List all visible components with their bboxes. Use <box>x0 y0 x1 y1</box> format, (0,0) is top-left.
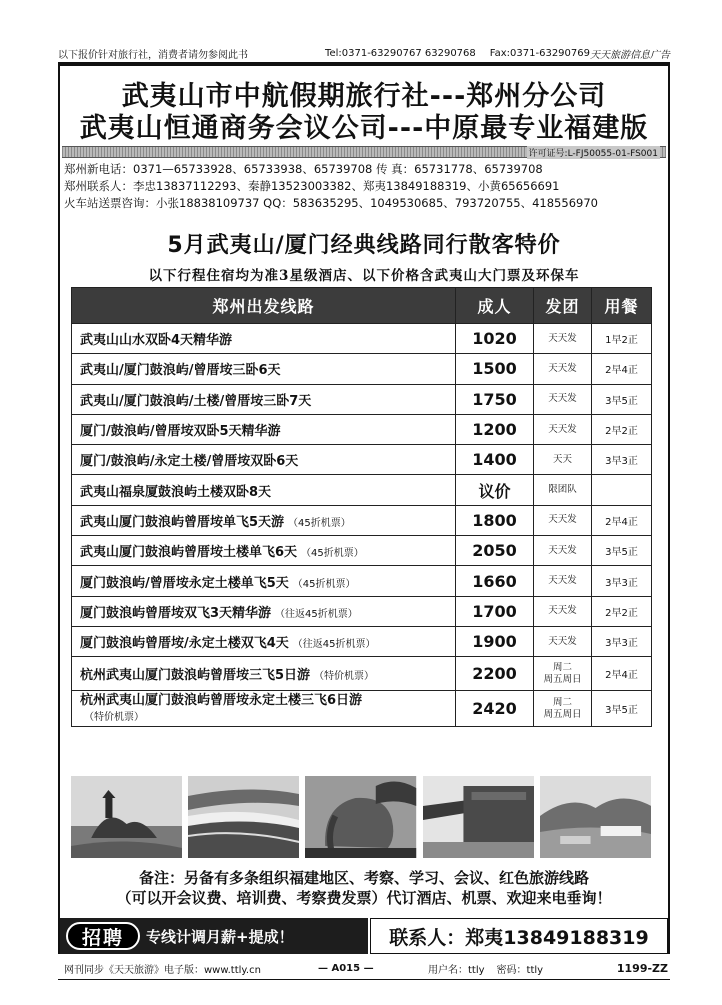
departure-schedule <box>534 657 592 691</box>
table-row <box>72 505 652 535</box>
recruit-banner <box>60 918 368 954</box>
meals: 2早4正 <box>592 505 652 535</box>
table-row <box>72 596 652 626</box>
route-name: 杭州武夷山厦门鼓浪屿曾厝垵三飞5日游 <box>80 668 311 684</box>
contact-block <box>64 161 668 212</box>
departure-line: 周二 <box>552 696 572 708</box>
recruit-text: 专线计调月薪+提成！ <box>146 927 294 946</box>
table-header-row <box>72 288 652 324</box>
route-name-cell <box>72 475 456 505</box>
table-row <box>72 414 652 444</box>
route-name: 武夷山山水双卧4天精华游 <box>80 333 233 349</box>
route-name: 厦门鼓浪屿/曾厝垵永定土楼单飞5天 <box>80 575 289 591</box>
route-price-table <box>71 287 652 727</box>
table-row <box>72 626 652 656</box>
meals <box>592 475 652 505</box>
adult-price: 1700 <box>456 596 534 626</box>
route-name-cell <box>72 505 456 535</box>
photo-elephant-rock <box>305 776 416 858</box>
route-name-cell <box>72 445 456 475</box>
footer-page-number: — A015 — <box>318 962 374 974</box>
route-name-cell <box>72 536 456 566</box>
photo-rock-pagoda <box>71 776 182 858</box>
adult-price: 1750 <box>456 384 534 414</box>
departure-schedule: 天天发 <box>534 324 592 354</box>
departure-schedule: 天天发 <box>534 384 592 414</box>
departure-line: 周五周日 <box>543 673 582 685</box>
header-telephone: Tel:0371-63290767 63290768 <box>325 47 476 59</box>
route-name-cell <box>72 657 456 691</box>
meals: 2早2正 <box>592 596 652 626</box>
footer-website: 网刊同步《天天旅游》电子版：www.ttly.cn <box>64 964 261 976</box>
adult-price: 1400 <box>456 445 534 475</box>
departure-schedule: 天天 <box>534 445 592 475</box>
remark-line-1: 备注：另备有多条组织福建地区、考察、学习、会议、红色旅游线路 <box>138 869 589 887</box>
meals: 2早2正 <box>592 414 652 444</box>
license-bar <box>62 146 666 158</box>
table-row <box>72 691 652 727</box>
route-name-cell <box>72 414 456 444</box>
adult-price: 1900 <box>456 626 534 656</box>
contact-person-box: 联系人：郑夷13849188319 <box>370 918 668 954</box>
table-row <box>72 324 652 354</box>
departure-schedule: 天天发 <box>534 566 592 596</box>
table-row <box>72 566 652 596</box>
departure-schedule <box>534 691 592 727</box>
meals: 3早5正 <box>592 536 652 566</box>
route-name: 杭州武夷山厦门鼓浪屿曾厝垵永定土楼三飞6日游 <box>80 693 363 709</box>
header-route: 郑州出发线路 <box>72 288 456 324</box>
meals: 3早5正 <box>592 691 652 727</box>
departure-schedule: 天天发 <box>534 596 592 626</box>
route-name: 武夷山/厦门鼓浪屿/曾厝垵三卧6天 <box>80 363 281 379</box>
departure-schedule: 天天发 <box>534 536 592 566</box>
agency-notice: 以下报价针对旅行社，消费者请勿参阅此书 <box>58 49 248 61</box>
route-name-cell <box>72 596 456 626</box>
header-meals: 用餐 <box>592 288 652 324</box>
meals: 3早3正 <box>592 626 652 656</box>
table-row <box>72 475 652 505</box>
route-name-cell <box>72 626 456 656</box>
contact-phone-line: 郑州新电话：0371—65733928、65733938、65739708 传 真：65731778、65739708 <box>64 162 543 176</box>
photo-strip <box>71 776 651 858</box>
adult-price: 1020 <box>456 324 534 354</box>
route-note: （特价机票） <box>314 671 375 683</box>
route-name: 武夷山福泉厦鼓浪屿土楼双卧8天 <box>80 484 272 500</box>
adult-price: 1660 <box>456 566 534 596</box>
route-name: 厦门鼓浪屿曾厝垵双飞3天精华游 <box>80 605 272 621</box>
adult-price: 议价 <box>456 475 534 505</box>
meals: 2早4正 <box>592 354 652 384</box>
adult-price: 1500 <box>456 354 534 384</box>
meals: 1早2正 <box>592 324 652 354</box>
departure-line: 周五周日 <box>543 708 582 720</box>
route-name: 厦门/鼓浪屿/永定土楼/曾厝垵双卧6天 <box>80 454 299 470</box>
route-note: （45折机票） <box>288 517 351 529</box>
route-note: （45折机票） <box>292 578 356 590</box>
footer-code: 1199-ZZ <box>616 961 668 975</box>
route-name: 厦门/鼓浪屿/曾厝垵双卧5天精华游 <box>80 424 281 440</box>
remark-block <box>60 868 668 908</box>
promo-headline: 5月武夷山/厦门经典线路同行散客特价 <box>167 233 561 258</box>
company-title-1: 武夷山市中航假期旅行社---郑州分公司 <box>121 81 607 112</box>
meals: 3早5正 <box>592 384 652 414</box>
footer-bar <box>58 958 670 978</box>
adult-price: 2050 <box>456 536 534 566</box>
license-number: 许可证号:L-FJ50055-01-FS001 <box>527 146 660 159</box>
contact-ticket-line: 火车站送票咨询：小张18838109737 QQ：583635295、1049530685、793720755、418556970 <box>64 196 598 210</box>
departure-schedule: 天天发 <box>534 414 592 444</box>
departure-schedule: 天天发 <box>534 354 592 384</box>
departure-line: 周二 <box>552 661 572 673</box>
route-name: 厦门鼓浪屿曾厝垵/永定土楼双飞4天 <box>80 636 289 652</box>
company-title-2: 武夷山恒通商务会议公司---中原最专业福建版 <box>79 113 649 144</box>
route-name: 武夷山厦门鼓浪屿曾厝垵土楼单飞6天 <box>80 545 298 561</box>
table-row <box>72 445 652 475</box>
departure-schedule: 天天发 <box>534 505 592 535</box>
photo-mountain-town <box>540 776 651 858</box>
route-name-cell <box>72 691 456 727</box>
route-note: （45折机票） <box>301 548 364 560</box>
adult-price: 1800 <box>456 505 534 535</box>
route-note: （往返45折机票） <box>275 608 358 620</box>
publication-brand: 天天旅游信息广告 <box>590 49 670 61</box>
header-adult-price: 成人 <box>456 288 534 324</box>
footer-password: 密码：ttly <box>496 964 544 976</box>
contact-people-line: 郑州联系人：李忠13837112293、秦静13523003382、郑夷13849188319、小黄65656691 <box>64 179 560 193</box>
meals: 2早4正 <box>592 657 652 691</box>
route-note: （往返45折机票） <box>292 639 376 651</box>
photo-monument <box>423 776 534 858</box>
recruit-badge: 招聘 <box>66 922 140 950</box>
table-row <box>72 657 652 691</box>
meals: 3早3正 <box>592 445 652 475</box>
adult-price: 2200 <box>456 657 534 691</box>
route-note: （特价机票） <box>84 712 144 724</box>
departure-schedule: 限团队 <box>534 475 592 505</box>
header-fax: Fax:0371-63290769 <box>489 47 590 59</box>
bottom-divider <box>58 979 670 980</box>
adult-price: 2420 <box>456 691 534 727</box>
route-name-cell <box>72 324 456 354</box>
route-name-cell <box>72 566 456 596</box>
route-name-cell <box>72 354 456 384</box>
header-departure: 发团 <box>534 288 592 324</box>
route-name: 武夷山厦门鼓浪屿曾厝垵单飞5天游 <box>80 514 285 530</box>
table-row <box>72 354 652 384</box>
remark-line-2: （可以开会议费、培训费、考察费发票）代订酒店、机票、欢迎来电垂询！ <box>116 889 612 907</box>
photo-coastal-road <box>188 776 299 858</box>
top-info-bar <box>58 44 670 62</box>
departure-schedule: 天天发 <box>534 626 592 656</box>
table-row <box>72 536 652 566</box>
promo-subline: 以下行程住宿均为准3星级酒店、以下价格含武夷山大门票及环保车 <box>148 268 580 284</box>
table-row <box>72 384 652 414</box>
route-name: 武夷山/厦门鼓浪屿/土楼/曾厝垵三卧7天 <box>80 393 312 409</box>
footer-username: 用户名：ttly <box>428 964 485 976</box>
route-name-cell <box>72 384 456 414</box>
adult-price: 1200 <box>456 414 534 444</box>
meals: 3早3正 <box>592 566 652 596</box>
